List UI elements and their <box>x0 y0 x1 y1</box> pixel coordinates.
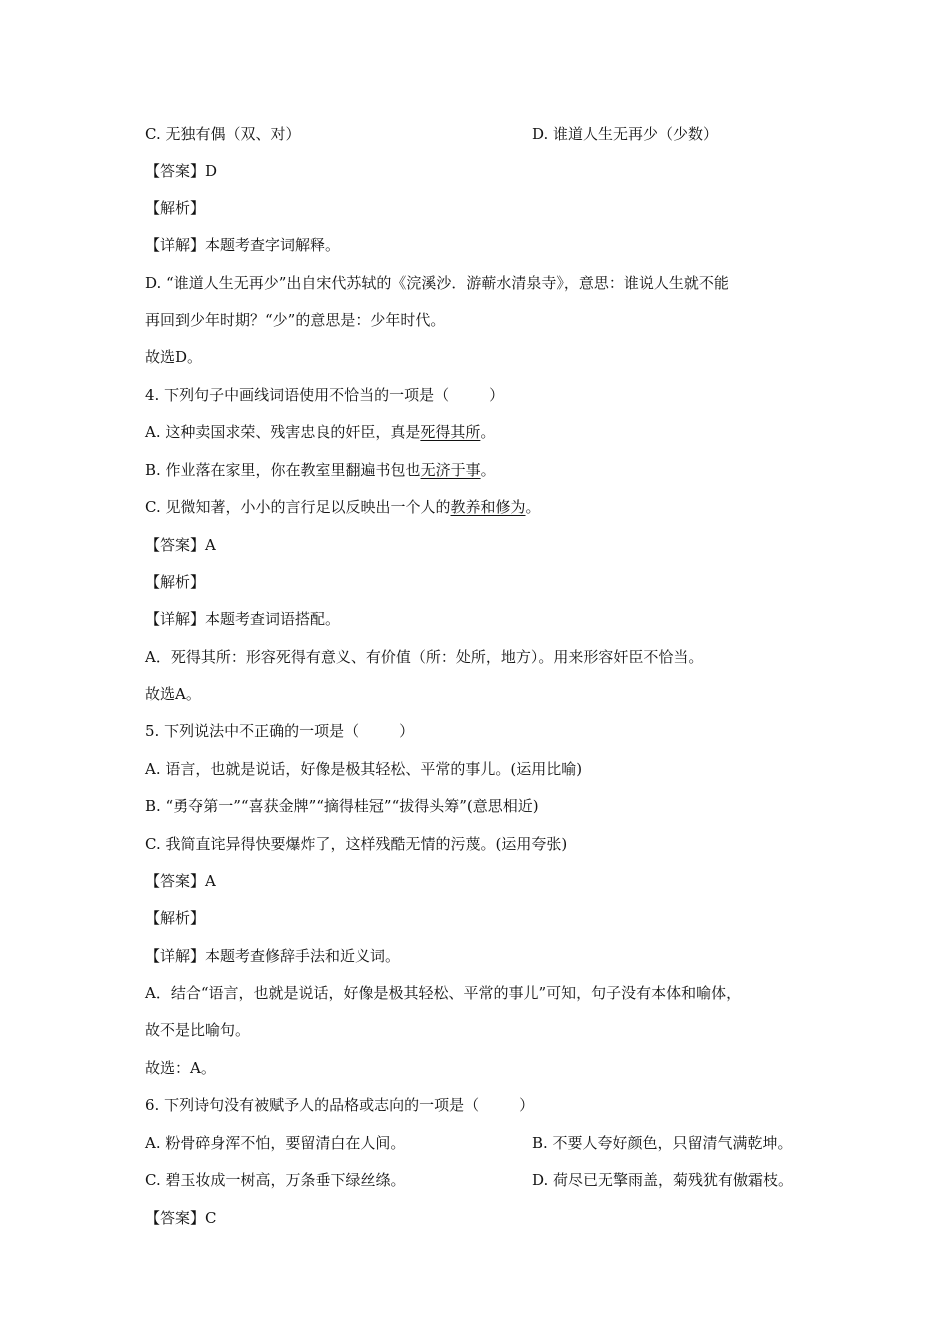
q3-option-d: D. 谁道人生无再少（少数） <box>532 125 719 143</box>
q4-option-c-end: 。 <box>525 498 541 516</box>
q4-option-c <box>145 497 541 517</box>
q4-option-b-end: 。 <box>480 461 496 479</box>
q4-explanation: A．死得其所：形容死得有意义、有价值（所：处所，地方）。用来形容奸臣不恰当。 <box>145 648 704 666</box>
q3-answer: 【答案】D <box>145 162 218 180</box>
q3-explanation-line-2: 再回到少年时期？“少”的意思是：少年时代。 <box>145 311 446 329</box>
q3-option-c: C. 无独有偶（双、对） <box>145 125 301 143</box>
q4-stem-text: 4. 下列句子中画线词语使用不恰当的一项是（ <box>145 386 450 404</box>
q5-explanation-line-2: 故不是比喻句。 <box>145 1021 251 1039</box>
q4-stem-close: ） <box>489 386 505 404</box>
q6-option-d: D. 荷尽已无擎雨盖，菊残犹有傲霜枝。 <box>532 1171 794 1189</box>
q4-option-a-end: 。 <box>480 423 496 441</box>
q3-choice: 故选D。 <box>145 348 203 366</box>
q6-option-a: A. 粉骨碎身浑不怕，要留清白在人间。 <box>145 1134 406 1152</box>
q6-stem <box>145 1095 534 1115</box>
q4-option-a-underlined: 死得其所 <box>420 423 481 441</box>
q4-option-c-text: C. 见微知著，小小的言行足以反映出一个人的 <box>145 498 451 516</box>
q6-answer: 【答案】C <box>145 1209 217 1227</box>
q4-option-a <box>145 422 495 442</box>
q5-analysis-heading: 【解析】 <box>145 909 206 927</box>
q6-option-c: C. 碧玉妆成一树高，万条垂下绿丝绦。 <box>145 1171 406 1189</box>
q5-option-c: C. 我简直诧异得快要爆炸了，这样残酷无情的污蔑。(运用夸张) <box>145 835 568 853</box>
q5-stem <box>145 721 414 741</box>
q4-option-b <box>145 460 496 480</box>
q4-option-b-text: B. 作业落在家里，你在教室里翻遍书包也 <box>145 461 421 479</box>
q6-stem-close: ） <box>519 1096 535 1114</box>
q4-option-b-underlined: 无济于事 <box>420 461 481 479</box>
q6-stem-text: 6. 下列诗句没有被赋予人的品格或志向的一项是（ <box>145 1096 480 1114</box>
q4-option-c-underlined: 教养和修为 <box>450 498 526 516</box>
q5-explanation-line-1: A．结合“语言，也就是说话，好像是极其轻松、平常的事儿”可知，句子没有本体和喻体， <box>145 984 742 1002</box>
q5-choice: 故选：A。 <box>145 1059 216 1077</box>
q5-detail: 【详解】本题考查修辞手法和近义词。 <box>145 947 401 965</box>
q4-answer: 【答案】A <box>145 536 216 554</box>
q5-option-a: A. 语言，也就是说话，好像是极其轻松、平常的事儿。(运用比喻) <box>145 760 583 778</box>
q4-choice: 故选A。 <box>145 685 201 703</box>
q5-stem-close: ） <box>399 722 415 740</box>
q4-analysis-heading: 【解析】 <box>145 573 206 591</box>
q5-stem-text: 5. 下列说法中不正确的一项是（ <box>145 722 360 740</box>
q5-answer: 【答案】A <box>145 872 216 890</box>
q6-option-b: B. 不要人夸好颜色，只留清气满乾坤。 <box>532 1134 793 1152</box>
q4-detail: 【详解】本题考查词语搭配。 <box>145 610 341 628</box>
q3-detail: 【详解】本题考查字词解释。 <box>145 236 341 254</box>
q5-option-b: B. “勇夺第一”“喜获金牌”“摘得桂冠”“拔得头筹”(意思相近) <box>145 797 539 815</box>
q3-analysis-heading: 【解析】 <box>145 199 206 217</box>
q4-option-a-text: A. 这种卖国求荣、残害忠良的奸臣，真是 <box>145 423 421 441</box>
q3-explanation-line-1: D. “谁道人生无再少”出自宋代苏轼的《浣溪沙．游蕲水清泉寺》，意思：谁说人生就不能 <box>145 274 729 292</box>
q4-stem <box>145 385 504 405</box>
